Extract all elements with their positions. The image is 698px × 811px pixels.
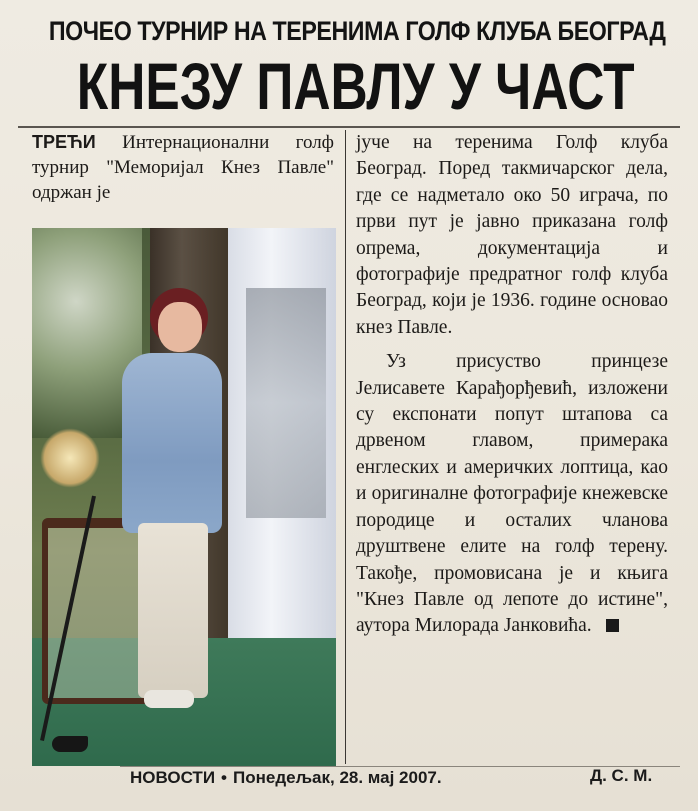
end-of-article-mark [606, 619, 619, 632]
photo-trophy [40, 428, 100, 488]
main-headline: КНЕЗУ ПАВЛУ У ЧАСТ [76, 49, 635, 123]
photo-woman-shoes [144, 690, 194, 708]
article-photo [32, 228, 336, 766]
author-initials: Д. С. М. [590, 766, 653, 785]
lead-word: ТРЕЋИ [32, 132, 96, 152]
column-divider [345, 130, 346, 764]
footer-separator: • [221, 768, 227, 787]
kicker-headline: ПОЧЕО ТУРНИР НА ТЕРЕНИМА ГОЛФ КЛУБА БЕОГРАД [48, 16, 666, 46]
right-paragraph-2-text: Уз присуство принцезе Јелисавете Карађорђевић, изложени су експонати попут штапова са дрвеном главом, примерака енглеских и америчких лоптица, као и оригиналне фотографије кнежевске породице и осталих чланова друштвене елите на голф терену. Такође, промовисана је и књига "Кнез Павле од лепоте до истине", аутора Милорада Јанковића. [356, 351, 668, 637]
right-paragraph-2 [356, 349, 668, 639]
left-column-body: Интернационални голф турнир "Мемоpијал Кнез Павле" одржан је [32, 132, 334, 203]
photo-woman-trousers [138, 523, 208, 698]
right-paragraph-1: јуче на теренима Голф клуба Београд. Поред такмичарског дела, где се надметало око 50 играча, по први пут је јавно приказана голф опрема, документација и фотографије предратног голф клуба Београд, који је 1936. године основао кнез Павле. [356, 132, 668, 338]
photo-golf-club-head [52, 736, 88, 752]
footer-source [130, 768, 442, 788]
photo-board-poster [246, 288, 326, 518]
newspaper-name: НОВОСТИ [130, 768, 216, 787]
publication-date: Понедељак, 28. мај 2007. [233, 768, 442, 787]
right-column-text [356, 130, 668, 640]
photo-woman-jacket [122, 353, 222, 533]
left-column-text [32, 130, 334, 205]
headline-rule [18, 126, 680, 128]
photo-woman-face [158, 302, 202, 352]
